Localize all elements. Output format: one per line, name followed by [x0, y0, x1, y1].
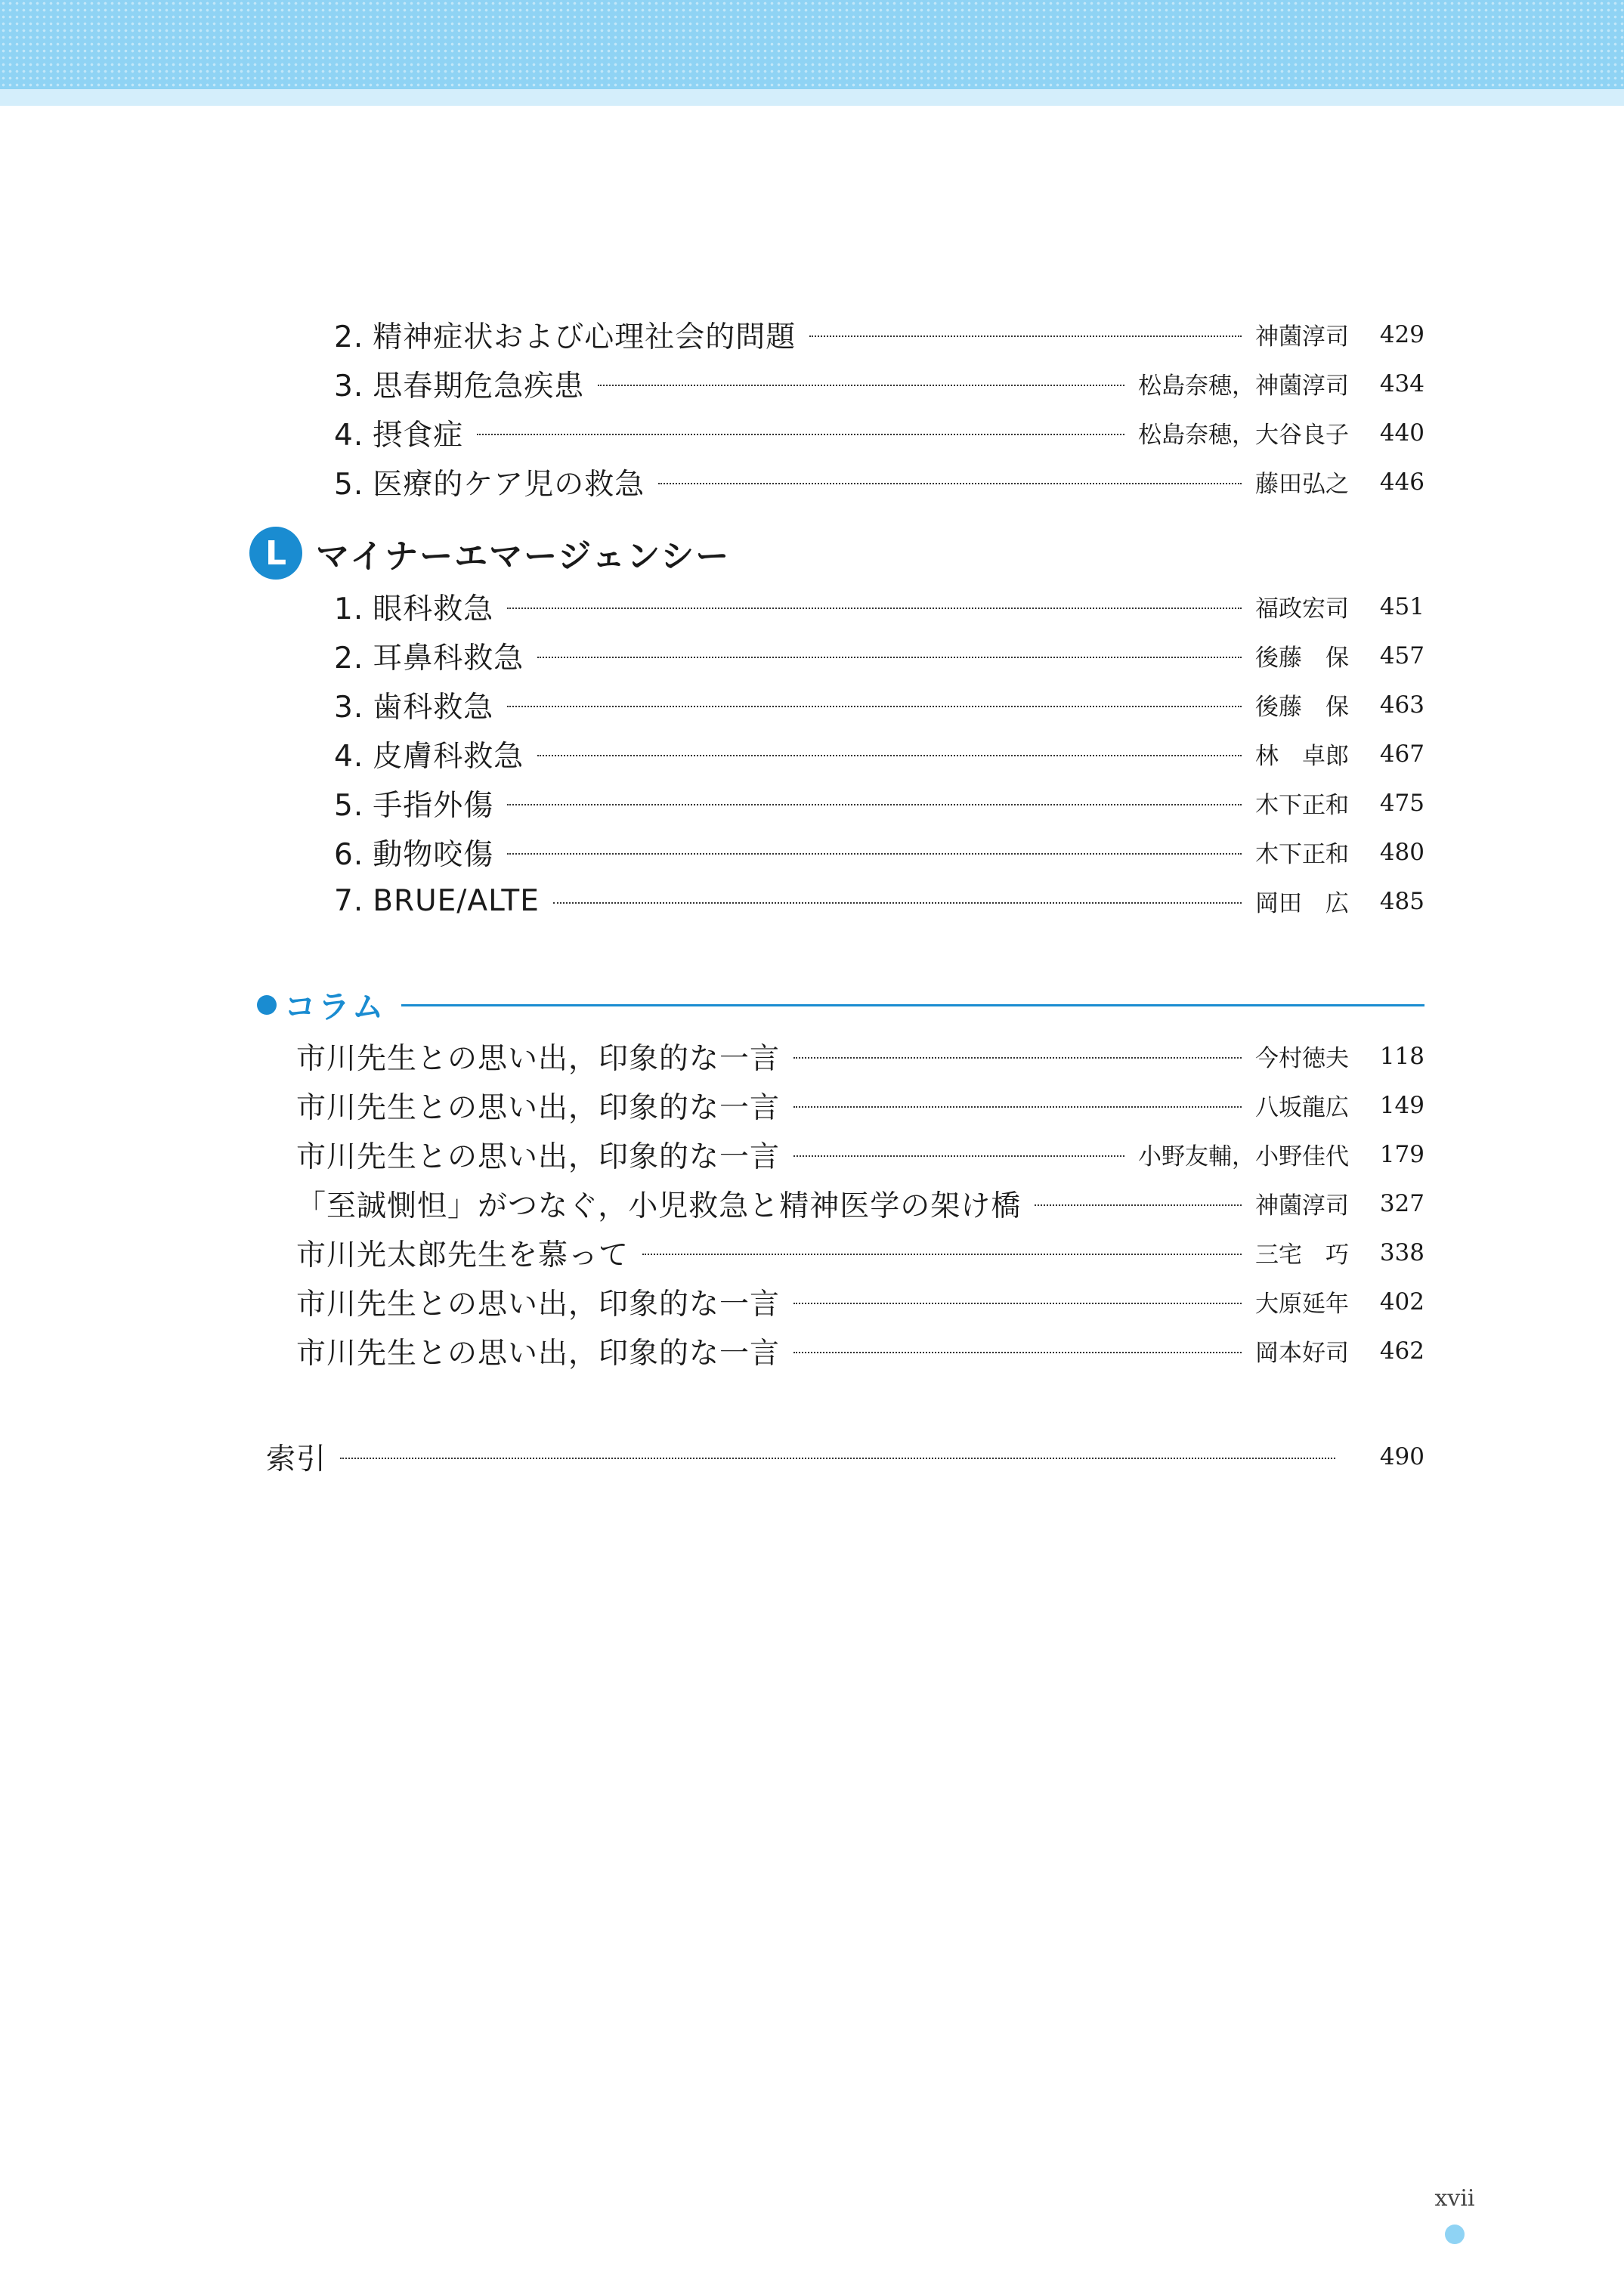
toc-entry[interactable]: [249, 1179, 1424, 1228]
entry-author: 神薗淳司: [1255, 323, 1349, 351]
dot-leader: [598, 385, 1124, 386]
toc-entry[interactable]: [249, 778, 1424, 827]
entry-page: 446: [1379, 468, 1424, 496]
entry-page: 338: [1379, 1238, 1424, 1266]
entry-page: 429: [1379, 320, 1424, 348]
entry-author: 八坂龍広: [1255, 1094, 1349, 1121]
entry-author: 松島奈穂，神薗淳司: [1138, 373, 1349, 400]
toc-entry[interactable]: [249, 827, 1424, 877]
entry-page: 462: [1379, 1337, 1424, 1365]
toc-entry[interactable]: [249, 877, 1424, 926]
entry-title: 5. 手指外傷: [334, 788, 494, 823]
toc-entry[interactable]: [249, 729, 1424, 778]
entry-author: 後藤 保: [1255, 645, 1349, 672]
entry-page: 434: [1379, 369, 1424, 397]
entry-author: 藤田弘之: [1255, 471, 1349, 498]
dot-leader: [1035, 1204, 1242, 1206]
entry-page: 457: [1379, 642, 1424, 669]
entry-page: 402: [1379, 1288, 1424, 1316]
toc-entry[interactable]: [249, 1326, 1424, 1375]
toc-entry[interactable]: [249, 631, 1424, 680]
entry-page: 490: [1379, 1442, 1424, 1470]
dot-leader: [793, 1155, 1124, 1157]
entry-author: 木下正和: [1255, 792, 1349, 819]
dot-leader: [340, 1458, 1335, 1459]
entry-page: 179: [1379, 1140, 1424, 1168]
section-heading[interactable]: [249, 524, 1424, 582]
entry-page: 440: [1379, 419, 1424, 447]
entry-title: 4. 皮膚科救急: [334, 739, 524, 774]
entry-title: 3. 歯科救急: [334, 690, 494, 725]
entry-title: 2. 精神症状および心理社会的問題: [334, 320, 797, 354]
entry-page: 451: [1379, 592, 1424, 620]
dot-leader: [793, 1352, 1242, 1353]
entry-page: 485: [1379, 887, 1424, 915]
entry-title: 6. 動物咬傷: [334, 837, 494, 872]
header-band-stripe: [0, 89, 1624, 106]
entry-title: 市川先生との思い出，印象的な一言: [296, 1287, 781, 1322]
header-band: [0, 0, 1624, 89]
toc-entry[interactable]: [249, 1277, 1424, 1326]
dot-leader: [793, 1303, 1242, 1304]
bullet-icon: [257, 995, 277, 1015]
dot-leader: [507, 853, 1242, 855]
entry-author: 林 卓郎: [1255, 743, 1349, 770]
column-heading[interactable]: [249, 979, 1424, 1031]
toc-entry[interactable]: [249, 1228, 1424, 1277]
entry-page: 475: [1379, 789, 1424, 817]
entry-title: 1. 眼科救急: [334, 592, 494, 626]
dot-leader: [507, 706, 1242, 707]
toc-entry-index[interactable]: [249, 1432, 1424, 1481]
entry-author: 岡田 広: [1255, 890, 1349, 917]
page-number: xvii: [1434, 2185, 1475, 2212]
dot-leader: [642, 1254, 1242, 1255]
entry-title: 市川先生との思い出，印象的な一言: [296, 1041, 781, 1076]
entry-page: 463: [1379, 691, 1424, 719]
dot-leader: [537, 657, 1242, 658]
toc-entry[interactable]: [249, 1130, 1424, 1179]
entry-page: 480: [1379, 838, 1424, 866]
entry-author: 三宅 巧: [1255, 1241, 1349, 1269]
entry-title: 5. 医療的ケア児の救急: [334, 467, 645, 502]
entry-author: 神薗淳司: [1255, 1192, 1349, 1220]
column-title: コラム: [284, 988, 386, 1025]
entry-title: 4. 摂食症: [334, 418, 464, 453]
entry-author: 松島奈穂，大谷良子: [1138, 422, 1349, 449]
entry-page: 467: [1379, 740, 1424, 768]
column-rule: [401, 1004, 1424, 1006]
section-title: マイナーエマージェンシー: [316, 537, 731, 576]
entry-title: 市川光太郎先生を慕って: [296, 1238, 629, 1272]
toc-entry[interactable]: [249, 582, 1424, 631]
dot-leader: [477, 434, 1124, 435]
toc-entry[interactable]: [249, 457, 1424, 506]
entry-author: 大原延年: [1255, 1291, 1349, 1318]
toc-entry[interactable]: [249, 1081, 1424, 1130]
entry-title: 索引: [266, 1442, 327, 1476]
dot-leader: [793, 1057, 1242, 1059]
entry-author: 今村徳夫: [1255, 1045, 1349, 1072]
entry-title: 「至誠惻怛」がつなぐ，小児救急と精神医学の架け橋: [296, 1189, 1022, 1223]
toc-entry[interactable]: [249, 408, 1424, 457]
entry-author: 福政宏司: [1255, 595, 1349, 623]
toc-entry[interactable]: [249, 680, 1424, 729]
entry-author: 岡本好司: [1255, 1340, 1349, 1367]
dot-leader: [793, 1106, 1242, 1108]
entry-author: 後藤 保: [1255, 694, 1349, 721]
toc-entry[interactable]: [249, 310, 1424, 359]
entry-page: 149: [1379, 1091, 1424, 1119]
section-badge: L: [249, 527, 302, 580]
dot-leader: [537, 755, 1242, 756]
dot-leader: [809, 335, 1242, 337]
entry-title: 市川先生との思い出，印象的な一言: [296, 1336, 781, 1371]
toc-content: [249, 310, 1424, 1481]
toc-entry[interactable]: [249, 1031, 1424, 1081]
entry-page: 118: [1379, 1042, 1424, 1070]
entry-title: 3. 思春期危急疾患: [334, 369, 585, 403]
entry-page: 327: [1379, 1189, 1424, 1217]
entry-title: 市川先生との思い出，印象的な一言: [296, 1139, 781, 1174]
dot-leader: [507, 608, 1242, 609]
entry-title: 市川先生との思い出，印象的な一言: [296, 1090, 781, 1125]
toc-entry[interactable]: [249, 359, 1424, 408]
entry-title: 2. 耳鼻科救急: [334, 641, 524, 676]
entry-author: 小野友輔，小野佳代: [1138, 1143, 1349, 1170]
entry-author: 木下正和: [1255, 841, 1349, 868]
folio-dot-icon: [1445, 2225, 1465, 2244]
dot-leader: [553, 902, 1242, 904]
entry-title: 7. BRUE/ALTE: [334, 884, 540, 918]
dot-leader: [658, 483, 1242, 484]
dot-leader: [507, 804, 1242, 805]
